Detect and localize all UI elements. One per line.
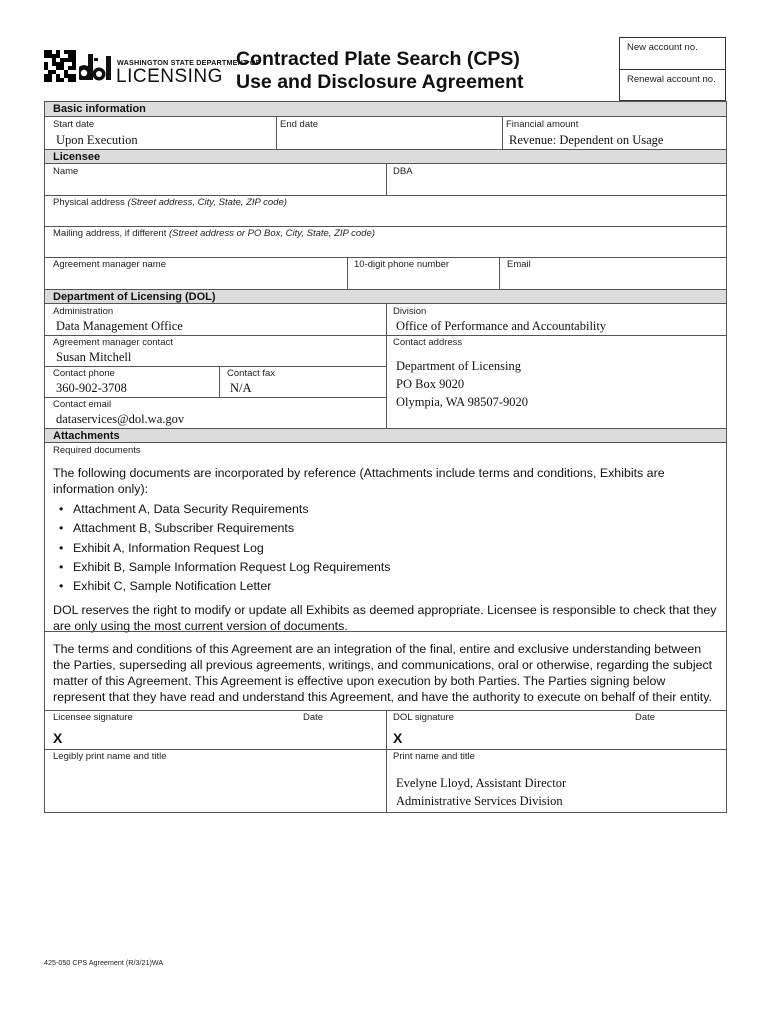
dol-contact-address-value [393, 357, 726, 411]
list-item: • Exhibit C, Sample Notification Letter [53, 578, 718, 594]
section-basic-information: Basic information [45, 102, 726, 117]
title-line-1: Contracted Plate Search (CPS) [236, 48, 520, 70]
physical-address-hint: (Street address, City, State, ZIP code) [127, 197, 287, 208]
account-number-box [619, 37, 726, 101]
logo-licensing-text: LICENSING [116, 66, 223, 87]
dol-address-line-3: Olympia, WA 98507-9020 [396, 394, 529, 409]
attachments-intro: The following documents are incorporated by reference (Attachments include terms and conditions, Exhibits are information only): [53, 465, 665, 496]
agreement-manager-name-field[interactable] [45, 257, 346, 289]
dol-contact-address-label: Contact address [393, 337, 463, 348]
dol-address-line-2: PO Box 9020 [396, 376, 465, 391]
dol-print-name-line-1: Evelyne Lloyd, Assistant Director [396, 775, 567, 790]
dol-division-label: Division [393, 306, 427, 317]
new-account-label: New account no. [627, 42, 698, 53]
dol-contact-email-field [45, 397, 386, 428]
dba-label: DBA [393, 166, 413, 177]
section-attachments: Attachments [45, 428, 726, 443]
dol-contact-phone-label: Contact phone [53, 368, 115, 379]
dol-manager-contact-value: Susan Mitchell [56, 349, 132, 364]
dol-address-line-1: Department of Licensing [396, 358, 521, 373]
attachments-body [45, 443, 726, 631]
end-date-label: End date [280, 119, 319, 130]
agreement-manager-name-label: Agreement manager name [53, 259, 167, 270]
dol-contact-address-field [386, 335, 726, 428]
financial-amount-label: Financial amount [506, 119, 579, 130]
licensee-email-label: Email [507, 259, 531, 270]
dol-manager-contact-field [45, 335, 386, 366]
dol-print-name-line-2: Administrative Services Division [396, 793, 563, 808]
qr-code-icon [44, 50, 76, 82]
dol-administration-label: Administration [53, 306, 114, 317]
dol-contact-email-value: dataservices@dol.wa.gov [56, 411, 185, 426]
mailing-address-label: Mailing address, if different (Street address or PO Box, City, State, ZIP code) [53, 228, 375, 239]
dol-division-field [386, 304, 726, 335]
licensee-phone-label: 10-digit phone number [354, 259, 450, 270]
renewal-account-field[interactable] [620, 69, 725, 100]
attachments-note: DOL reserves the right to modify or update all Exhibits as deemed appropriate. Licensee is responsible to check that they are only using the most current version of documents. [53, 602, 717, 633]
page-title [236, 48, 524, 95]
dol-administration-field [45, 304, 386, 335]
licensee-signature-label: Licensee signature [53, 712, 133, 723]
dol-contact-fax-field [219, 366, 386, 397]
dol-print-name-label: Print name and title [393, 751, 475, 762]
renewal-account-label: Renewal account no. [627, 74, 716, 85]
section-dol: Department of Licensing (DOL) [45, 289, 726, 304]
dol-print-name-value [393, 774, 726, 810]
licensee-phone-field[interactable] [347, 257, 499, 289]
dol-contact-phone-value: 360-902-3708 [56, 380, 127, 395]
list-item: • Attachment B, Subscriber Requirements [53, 520, 718, 536]
financial-amount-value: Revenue: Dependent on Usage [509, 132, 664, 147]
physical-address-field[interactable] [45, 195, 726, 226]
required-documents-label: Required documents [53, 445, 141, 456]
financial-amount-field[interactable] [502, 117, 726, 149]
mailing-address-field[interactable] [45, 226, 726, 257]
licensee-name-field[interactable] [45, 164, 385, 195]
terms-paragraph: The terms and conditions of this Agreement are an integration of the final, entire and exclusive understanding between the Parties, superseding all previous agreements, writings, and communications, oral or otherwise, regarding the subject matter of this Agreement. This Agreement is effective upon execution by both Parties. The Parties signing below represent that they have read and understand this Agreement, and have the authority to execute on behalf of their entity. [53, 642, 713, 705]
start-date-value: Upon Execution [56, 132, 138, 147]
list-item: • Attachment A, Data Security Requirements [53, 501, 718, 517]
dol-logo-icon [79, 52, 113, 84]
dol-division-value: Office of Performance and Accountability [396, 318, 607, 333]
section-licensee: Licensee [45, 149, 726, 164]
logo-agency-text: WASHINGTON STATE DEPARTMENT OF [117, 58, 261, 67]
dol-contact-fax-value: N/A [230, 380, 252, 395]
start-date-label: Start date [53, 119, 95, 130]
licensee-signature-field[interactable] [45, 710, 386, 749]
list-item: • Exhibit A, Information Request Log [53, 540, 718, 556]
licensee-print-name-label: Legibly print name and title [53, 751, 167, 762]
dol-signature-x-mark: X [393, 729, 403, 746]
required-documents-list [53, 501, 718, 595]
mailing-address-hint: (Street address or PO Box, City, State, ZIP code) [169, 228, 375, 239]
licensee-print-name-field[interactable] [45, 749, 386, 812]
end-date-field[interactable] [276, 117, 506, 149]
dol-signature-field[interactable] [386, 710, 726, 749]
agreement-form [44, 101, 727, 813]
dba-field[interactable] [386, 164, 726, 195]
licensee-signature-x-mark: X [53, 729, 63, 746]
dol-contact-fax-label: Contact fax [227, 368, 276, 379]
dol-signature-label: DOL signature [393, 712, 454, 723]
start-date-field[interactable] [45, 117, 276, 149]
form-id-footer: 425-050 CPS Agreement (R/3/21)WA [44, 958, 164, 967]
title-line-2: Use and Disclosure Agreement [236, 71, 524, 94]
physical-address-label: Physical address (Street address, City, State, ZIP code) [53, 197, 287, 208]
dol-manager-contact-label: Agreement manager contact [53, 337, 173, 348]
dol-contact-email-label: Contact email [53, 399, 112, 410]
new-account-field[interactable] [620, 38, 725, 69]
licensee-date-label: Date [303, 712, 324, 723]
dol-administration-value: Data Management Office [56, 318, 183, 333]
list-item: • Exhibit B, Sample Information Request Log Requirements [53, 559, 718, 575]
licensee-email-field[interactable] [499, 257, 726, 289]
dol-print-name-field [386, 749, 726, 812]
dol-contact-phone-field [45, 366, 218, 397]
dol-date-label: Date [635, 712, 656, 723]
licensee-name-label: Name [53, 166, 79, 177]
